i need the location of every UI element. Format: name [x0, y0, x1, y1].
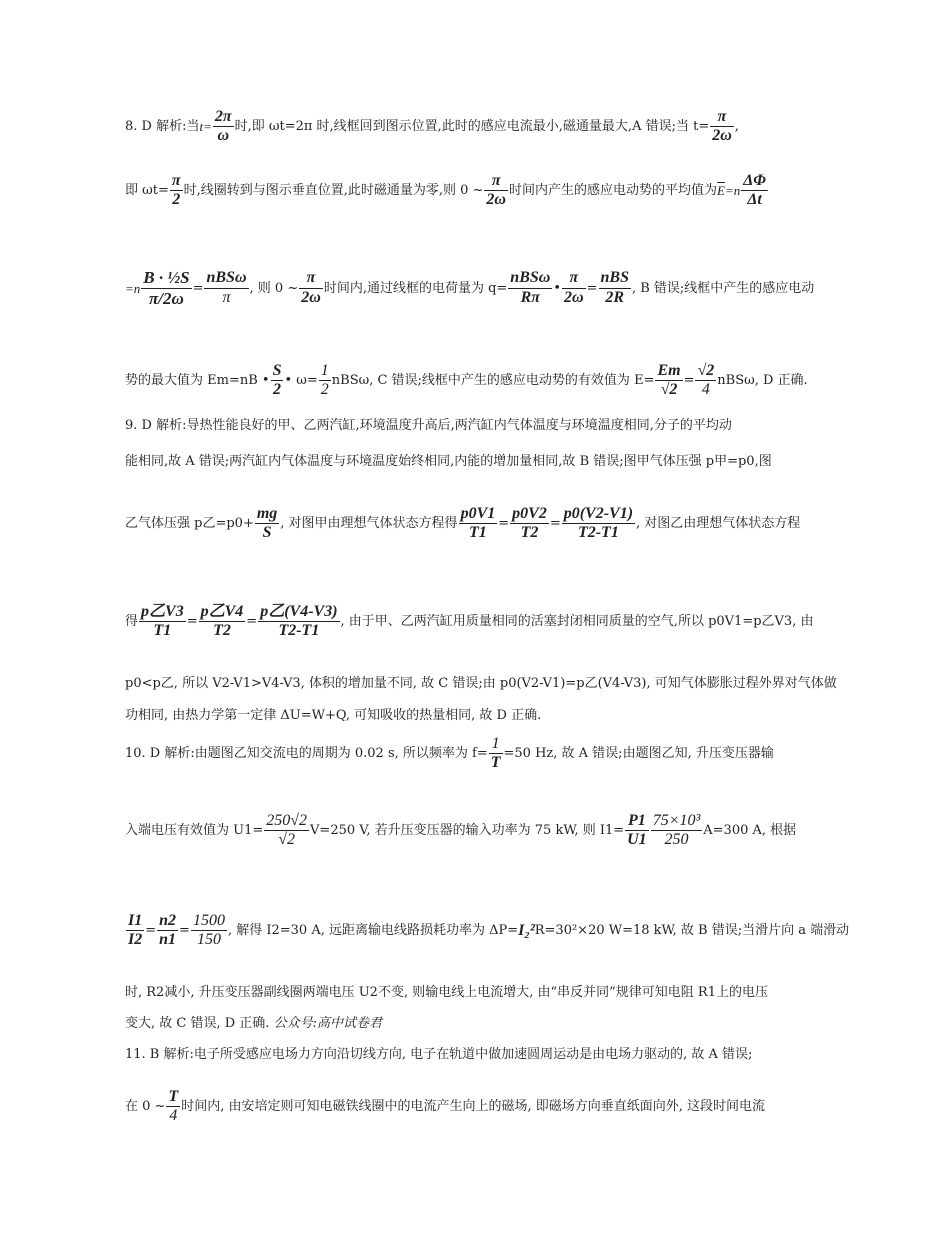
q9-line-5 — [125, 677, 837, 690]
text: 时,线圈转到与图示垂直位置,此时磁通量为零,则 0 ~ — [183, 183, 484, 199]
denominator: T2 — [520, 524, 539, 542]
text: = — [586, 280, 598, 296]
denominator: U1 — [627, 831, 647, 849]
denominator: 2 — [172, 191, 181, 209]
text: 时,即 ωt=2π 时,线框回到图示位置,此时的感应电流最小,磁通量最大,A 错误;当 t= — [234, 119, 710, 135]
text: 8. D 解析:当 — [125, 119, 200, 135]
fraction — [126, 912, 144, 950]
denominator: T2-T1 — [577, 524, 619, 542]
numerator: p乙V3 — [139, 603, 186, 622]
numerator: π — [299, 269, 323, 288]
fraction — [199, 603, 246, 641]
fraction — [625, 812, 649, 850]
text: nBSω, C 错误;线框中产生的感应电动势的有效值为 E= — [331, 373, 655, 389]
denominator: T2-T1 — [278, 622, 320, 640]
denominator: ω — [217, 127, 230, 145]
fraction — [139, 603, 186, 641]
watermark-note: 公众号:高中试卷君 — [273, 1016, 382, 1031]
fraction — [271, 362, 284, 400]
numerator: P1 — [625, 812, 649, 831]
text: , 对图乙由理想气体状态方程 — [636, 516, 801, 532]
denominator: T1 — [153, 622, 172, 640]
q10-line-4 — [125, 986, 768, 999]
text: = — [186, 614, 198, 630]
denominator: n1 — [159, 931, 177, 949]
text: = — [246, 614, 258, 630]
denominator: π — [222, 288, 231, 306]
fraction — [459, 505, 498, 543]
q8-line-2 — [125, 172, 769, 210]
fraction — [562, 269, 586, 307]
numerator: Em — [655, 362, 682, 381]
text: t= — [199, 119, 212, 135]
numerator: 250√2 — [264, 812, 309, 831]
text: 时间内, 由安培定则可知电磁铁线圈中的电流产生向上的磁场, 即磁场方向垂直纸面向外, 这段时间电流 — [181, 1099, 766, 1115]
numerator: π — [484, 172, 508, 191]
denominator: 250 — [664, 831, 689, 849]
fraction — [562, 505, 635, 543]
numerator: 2π — [213, 108, 234, 127]
numerator: T — [166, 1088, 180, 1107]
fraction — [258, 603, 339, 641]
q8-line-1 — [125, 108, 739, 146]
text: =n — [724, 183, 741, 199]
text: 9. D 解析:导热性能良好的甲、乙两汽缸,环境温度升高后,两汽缸内气体温度与环境温度相同,分子的平均动 — [125, 418, 732, 433]
q10-line-2 — [125, 812, 796, 850]
denominator: 2 — [273, 381, 282, 399]
text: $\overline{E}$ — [717, 183, 725, 199]
denominator: T — [490, 754, 501, 772]
text: V=250 V, 若升压变压器的输入功率为 75 kW, 则 I1= — [310, 823, 625, 839]
text: 得 — [125, 614, 139, 630]
q11-line-1 — [125, 1048, 752, 1061]
q9-line-6 — [125, 709, 541, 722]
numerator: p0V2 — [510, 505, 549, 524]
denominator: π/2ω — [149, 288, 184, 308]
text: 变大, 故 C 错误, D 正确. — [125, 1016, 274, 1031]
q8-line-3 — [125, 268, 814, 308]
fraction — [510, 505, 549, 543]
numerator: p0(V2-V1) — [562, 505, 635, 524]
text: = — [145, 923, 157, 939]
fraction — [166, 1088, 180, 1126]
text: 能相同,故 A 错误;两汽缸内气体温度与环境温度始终相同,内能的增加量相同,故 B 错误;图甲气体压强 p甲=p0,图 — [125, 454, 772, 469]
fraction — [599, 269, 631, 307]
q9-line-3 — [125, 505, 800, 543]
fraction — [655, 362, 682, 400]
fraction — [191, 912, 227, 950]
numerator: nBS — [599, 269, 631, 288]
numerator: √2 — [695, 362, 716, 381]
text: =n — [125, 280, 141, 296]
fraction — [741, 172, 768, 210]
text: 10. D 解析:由题图乙知交流电的周期为 0.02 s, 所以频率为 f= — [125, 746, 488, 762]
numerator: n2 — [157, 912, 178, 931]
text: = — [549, 516, 561, 532]
q11-line-2 — [125, 1088, 765, 1126]
numerator: nBSω — [204, 269, 248, 288]
text: • ω= — [284, 373, 318, 389]
text: 势的最大值为 Em=nB • — [125, 373, 270, 389]
numerator: p乙V4 — [199, 603, 246, 622]
text: A=300 A, 根据 — [703, 823, 797, 839]
text: 时间内,通过线框的电荷量为 q= — [323, 280, 508, 296]
numerator: 1 — [489, 735, 503, 754]
denominator: 2R — [605, 288, 625, 306]
fraction — [141, 268, 191, 308]
fraction — [508, 269, 552, 307]
text: • — [553, 280, 562, 296]
fraction — [299, 269, 323, 307]
q10-line-5 — [125, 1017, 382, 1030]
fraction — [651, 812, 703, 850]
text: =50 Hz, 故 A 错误;由题图乙知, 升压变压器输 — [503, 746, 774, 762]
q9-line-1 — [125, 419, 732, 432]
text: 乙气体压强 p乙=p0+ — [125, 516, 254, 532]
numerator: nBSω — [508, 269, 552, 288]
numerator: I1 — [126, 912, 144, 931]
text: = — [179, 923, 190, 939]
denominator: T2 — [213, 622, 231, 640]
text: = — [498, 516, 510, 532]
denominator: 4 — [169, 1107, 178, 1125]
text: , 则 0 ~ — [249, 280, 299, 296]
fraction — [319, 362, 331, 400]
fraction — [255, 505, 279, 543]
q10-line-1 — [125, 735, 774, 773]
text: , 解得 I2=30 A, 远距离输电线路损耗功率为 ΔP= — [227, 923, 519, 939]
fraction — [710, 108, 734, 146]
denominator: 150 — [196, 931, 221, 949]
numerator: p0V1 — [459, 505, 498, 524]
text: , B 错误;线框中产生的感应电动 — [631, 280, 815, 296]
text: R=30²×20 W=18 kW, 故 B 错误;当滑片向 a 端滑动 — [534, 923, 850, 939]
denominator: Rπ — [520, 288, 541, 306]
fraction — [157, 912, 178, 950]
numerator: mg — [255, 505, 279, 524]
numerator: π — [710, 108, 734, 127]
denominator: Δt — [747, 191, 762, 209]
q9-line-2 — [125, 455, 772, 468]
text: , 对图甲由理想气体状态方程得 — [280, 516, 458, 532]
text: , 由于甲、乙两汽缸用质量相同的活塞封闭相同质量的空气,所以 p0V1=p乙V3, 由 — [340, 614, 814, 630]
text: = — [683, 373, 695, 389]
fraction — [484, 172, 508, 210]
denominator: T1 — [469, 524, 487, 542]
text: 即 ωt= — [125, 183, 169, 199]
fraction — [213, 108, 234, 146]
numerator: ΔΦ — [741, 172, 768, 191]
numerator: 75×10³ — [651, 812, 703, 831]
fraction — [204, 269, 248, 307]
numerator: p乙(V4-V3) — [258, 603, 339, 622]
denominator: I2 — [128, 931, 143, 949]
numerator: B · ½S — [143, 268, 190, 287]
text: nBSω, D 正确. — [717, 373, 808, 389]
text: = — [192, 280, 204, 296]
denominator: 4 — [701, 381, 710, 399]
fraction — [489, 735, 503, 773]
text: , — [734, 119, 739, 135]
denominator: 2ω — [301, 288, 321, 306]
denominator: √2 — [660, 381, 678, 399]
text: 时间内产生的感应电动势的平均值为 — [509, 183, 718, 199]
denominator: S — [262, 524, 272, 542]
numerator: π — [170, 172, 183, 191]
text: I₂² — [518, 921, 535, 939]
numerator: 1 — [319, 362, 331, 381]
fraction — [264, 812, 309, 850]
denominator: √2 — [278, 831, 296, 849]
text: 入端电压有效值为 U1= — [125, 823, 264, 839]
fraction — [170, 172, 183, 210]
numerator: 1500 — [191, 912, 227, 931]
text: 时, R2减小, 升压变压器副线圈两端电压 U2不变, 则输电线上电流增大, 由“串反并同”规律可知电阻 R1上的电压 — [125, 985, 768, 1000]
denominator: 2ω — [486, 191, 506, 209]
q8-line-4 — [125, 362, 808, 400]
text: 在 0 ~ — [125, 1099, 166, 1115]
fraction — [695, 362, 716, 400]
denominator: 2ω — [712, 127, 732, 145]
q10-line-3 — [125, 912, 849, 950]
denominator: 2 — [320, 381, 329, 399]
text: 功相同, 由热力学第一定律 ΔU=W+Q, 可知吸收的热量相同, 故 D 正确. — [125, 708, 542, 723]
numerator: π — [562, 269, 586, 288]
numerator: S — [271, 362, 284, 381]
q9-line-4 — [125, 603, 813, 641]
text: p0<p乙, 所以 V2-V1>V4-V3, 体积的增加量不同, 故 C 错误;由 p0(V2-V1)=p乙(V4-V3), 可知气体膨胀过程外界对气体做 — [125, 676, 837, 691]
text: 11. B 解析:电子所受感应电场力方向沿切线方向, 电子在轨道中做加速圆周运动是由电场力驱动的, 故 A 错误; — [125, 1047, 753, 1062]
denominator: 2ω — [564, 288, 584, 306]
